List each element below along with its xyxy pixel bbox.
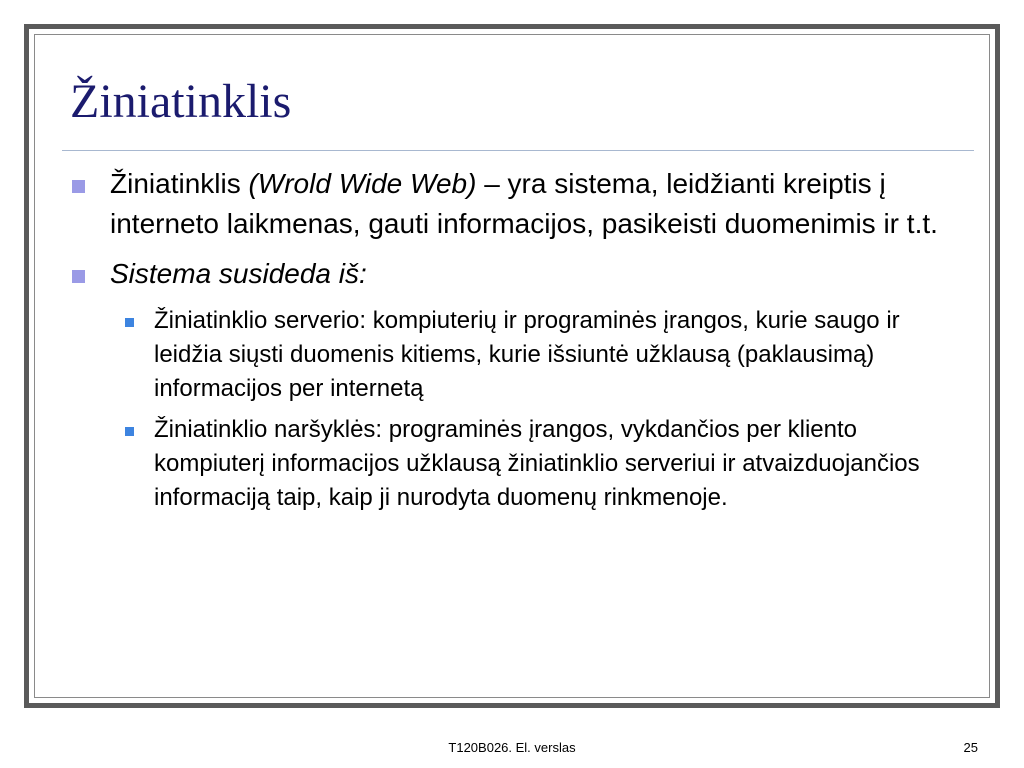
definition-term: Žiniatinklis (110, 168, 249, 199)
web-server-text: Žiniatinklio serverio: kompiuterių ir programinės įrangos, kurie saugo ir leidžia siųsti duomenis kitiems, kurie išsiuntė užklausą (paklausimą) informacijos per internetą (154, 307, 900, 402)
footer-page-number: 25 (963, 740, 978, 755)
footer-course: T120B026. El. verslas (448, 740, 576, 755)
square-bullet-icon (72, 270, 85, 283)
bullet-item-system (70, 254, 970, 294)
definition-text: – yra sistema, leidžianti kreiptis į interneto laikmenas, gauti informacijos, pasikeisti duomenimis ir t.t. (110, 168, 938, 239)
slide-title: Žiniatinklis (70, 75, 292, 128)
system-heading: Sistema susideda iš: (110, 258, 367, 289)
square-bullet-icon (72, 180, 85, 193)
sub-bullet-web-server (110, 304, 964, 406)
small-square-bullet-icon (125, 427, 134, 436)
slide-content (70, 164, 970, 522)
title-divider (62, 150, 974, 151)
sub-bullet-web-browser (110, 413, 964, 515)
bullet-item-definition (70, 164, 970, 244)
small-square-bullet-icon (125, 318, 134, 327)
definition-term-english: (Wrold Wide Web) (248, 168, 477, 199)
web-browser-text: Žiniatinklio naršyklės: programinės įrangos, vykdančios per kliento kompiuterį informacijos užklausą žiniatinklio serveriui ir atvaizduojančios informaciją taip, kaip ji nurodyta duomenų rinkmenoje. (154, 416, 920, 511)
